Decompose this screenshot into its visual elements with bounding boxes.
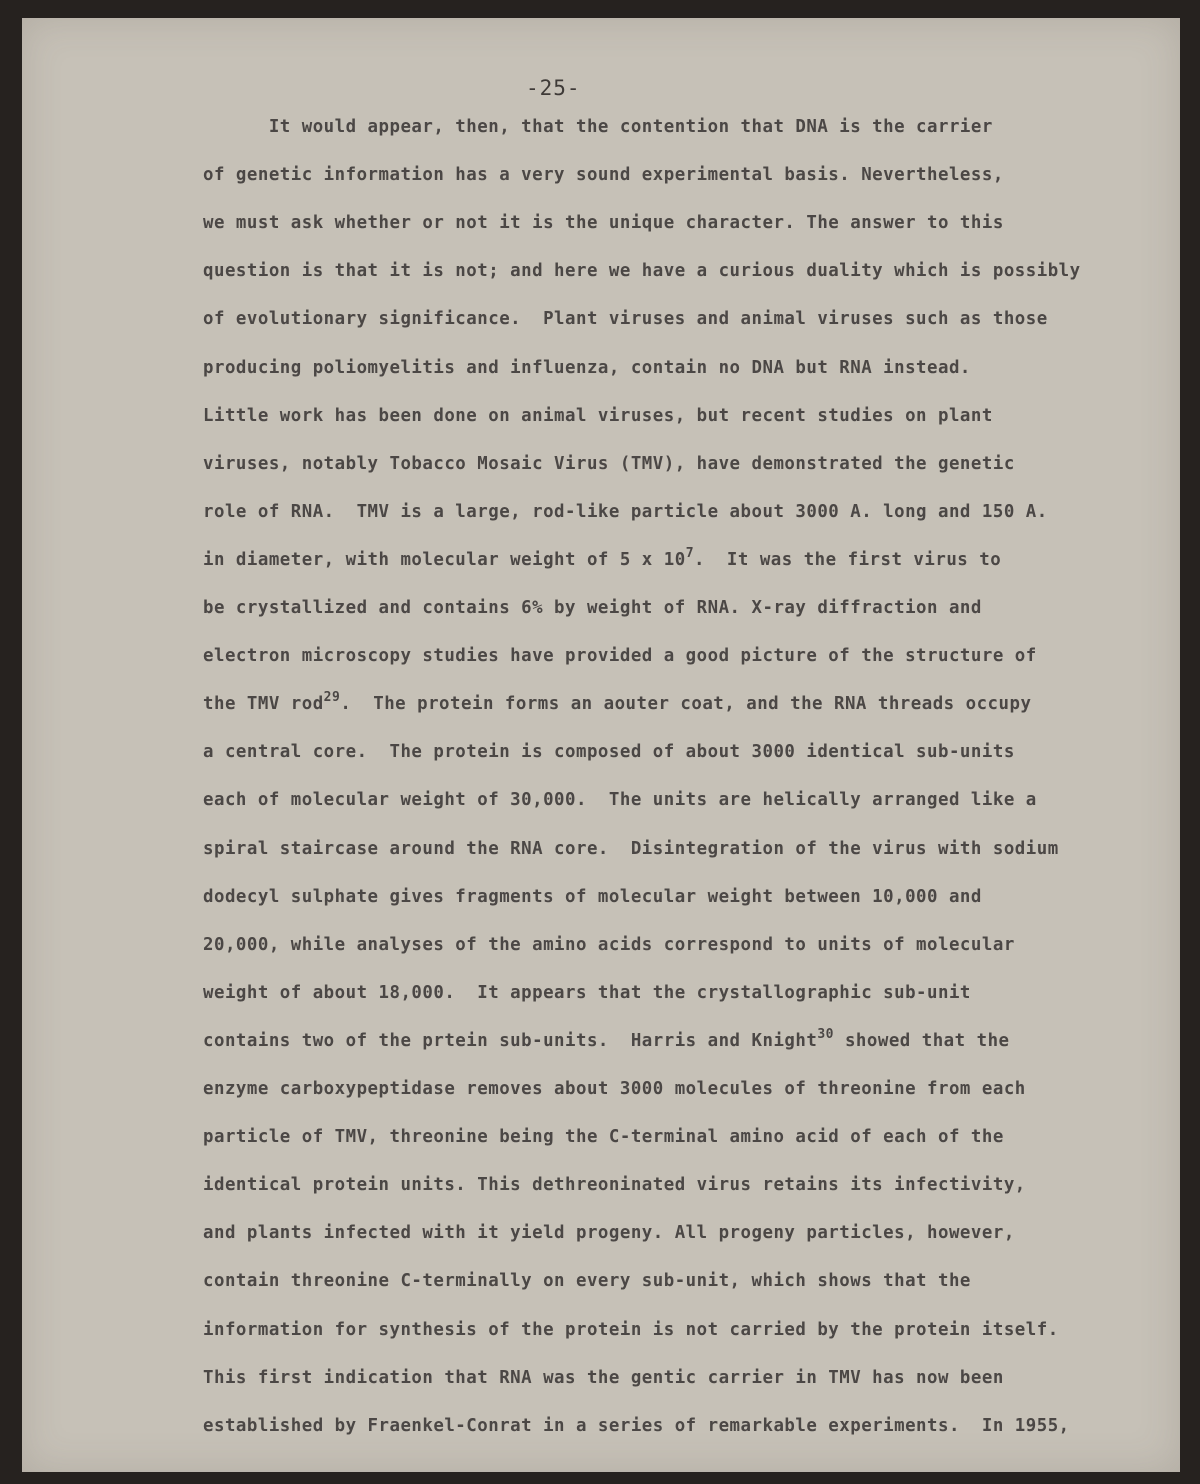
text-line: producing poliomyelitis and influenza, contain no DNA but RNA instead. <box>203 357 971 378</box>
text-line: This first indication that RNA was the gentic carrier in TMV has now been <box>203 1367 1004 1388</box>
text-line: established by Fraenkel-Conrat in a series of remarkable experiments. In 1955, <box>203 1415 1070 1436</box>
footnote-ref: 30 <box>817 1026 834 1042</box>
text-line: identical protein units. This dethreoninated virus retains its infectivity, <box>203 1175 1026 1196</box>
text-line: weight of about 18,000. It appears that the crystallographic sub-unit <box>203 982 971 1003</box>
text-line: role of RNA. TMV is a large, rod-like particle about 3000 A. long and 150 A. <box>203 501 1048 522</box>
text-line: electron microscopy studies have provided a good picture of the structure of <box>203 646 1037 667</box>
footnote-ref: 7 <box>685 545 695 561</box>
text-line: contains two of the prtein sub-units. Harris and Knight$^{30}$ showed that the <box>203 1026 1010 1051</box>
text-line: in diameter, with molecular weight of 5 x $10^7$. It was the first virus to <box>203 545 1002 570</box>
text-line: each of molecular weight of 30,000. The units are helically arranged like a <box>203 790 1037 811</box>
text-line: 20,000, while analyses of the amino acids correspond to units of molecular <box>203 934 1015 955</box>
text-line: viruses, notably Tobacco Mosaic Virus (TMV), have demonstrated the genetic <box>203 453 1015 474</box>
text-line: and plants infected with it yield progeny. All progeny particles, however, <box>203 1223 1015 1244</box>
text-line: information for synthesis of the protein is not carried by the protein itself. <box>203 1319 1059 1340</box>
typed-page <box>22 18 1180 1472</box>
text-line: particle of TMV, threonine being the C-terminal amino acid of each of the <box>203 1127 1004 1148</box>
text-line: of genetic information has a very sound experimental basis. Nevertheless, <box>203 165 1004 186</box>
text-line: a central core. The protein is composed of about 3000 identical sub-units <box>203 742 1015 763</box>
text-line: the TMV rod$^{29}$. The protein forms an aouter coat, and the RNA threads occupy <box>203 690 1032 715</box>
text-line: question is that it is not; and here we have a curious duality which is possibly <box>203 261 1081 282</box>
footnote-ref: 29 <box>323 690 341 706</box>
text-line: enzyme carboxypeptidase removes about 3000 molecules of threonine from each <box>203 1079 1026 1099</box>
text-line: contain threonine C-terminally on every sub-unit, which shows that the <box>203 1271 971 1292</box>
body-text <box>22 18 1180 1472</box>
text-line: of evolutionary significance. Plant viruses and animal viruses such as those <box>203 309 1048 330</box>
text-line: spiral staircase around the RNA core. Disintegration of the virus with sodium <box>203 838 1059 859</box>
text-line: It would appear, then, that the contention that DNA is the carrier <box>203 117 993 137</box>
text-line: be crystallized and contains 6% by weight of RNA. X-ray diffraction and <box>203 598 982 618</box>
text-line: we must ask whether or not it is the unique character. The answer to this <box>203 213 1004 234</box>
text-line: dodecyl sulphate gives fragments of molecular weight between 10,000 and <box>203 886 982 907</box>
text-line: Little work has been done on animal viruses, but recent studies on plant <box>203 405 993 426</box>
page-number: -25- <box>526 76 581 100</box>
